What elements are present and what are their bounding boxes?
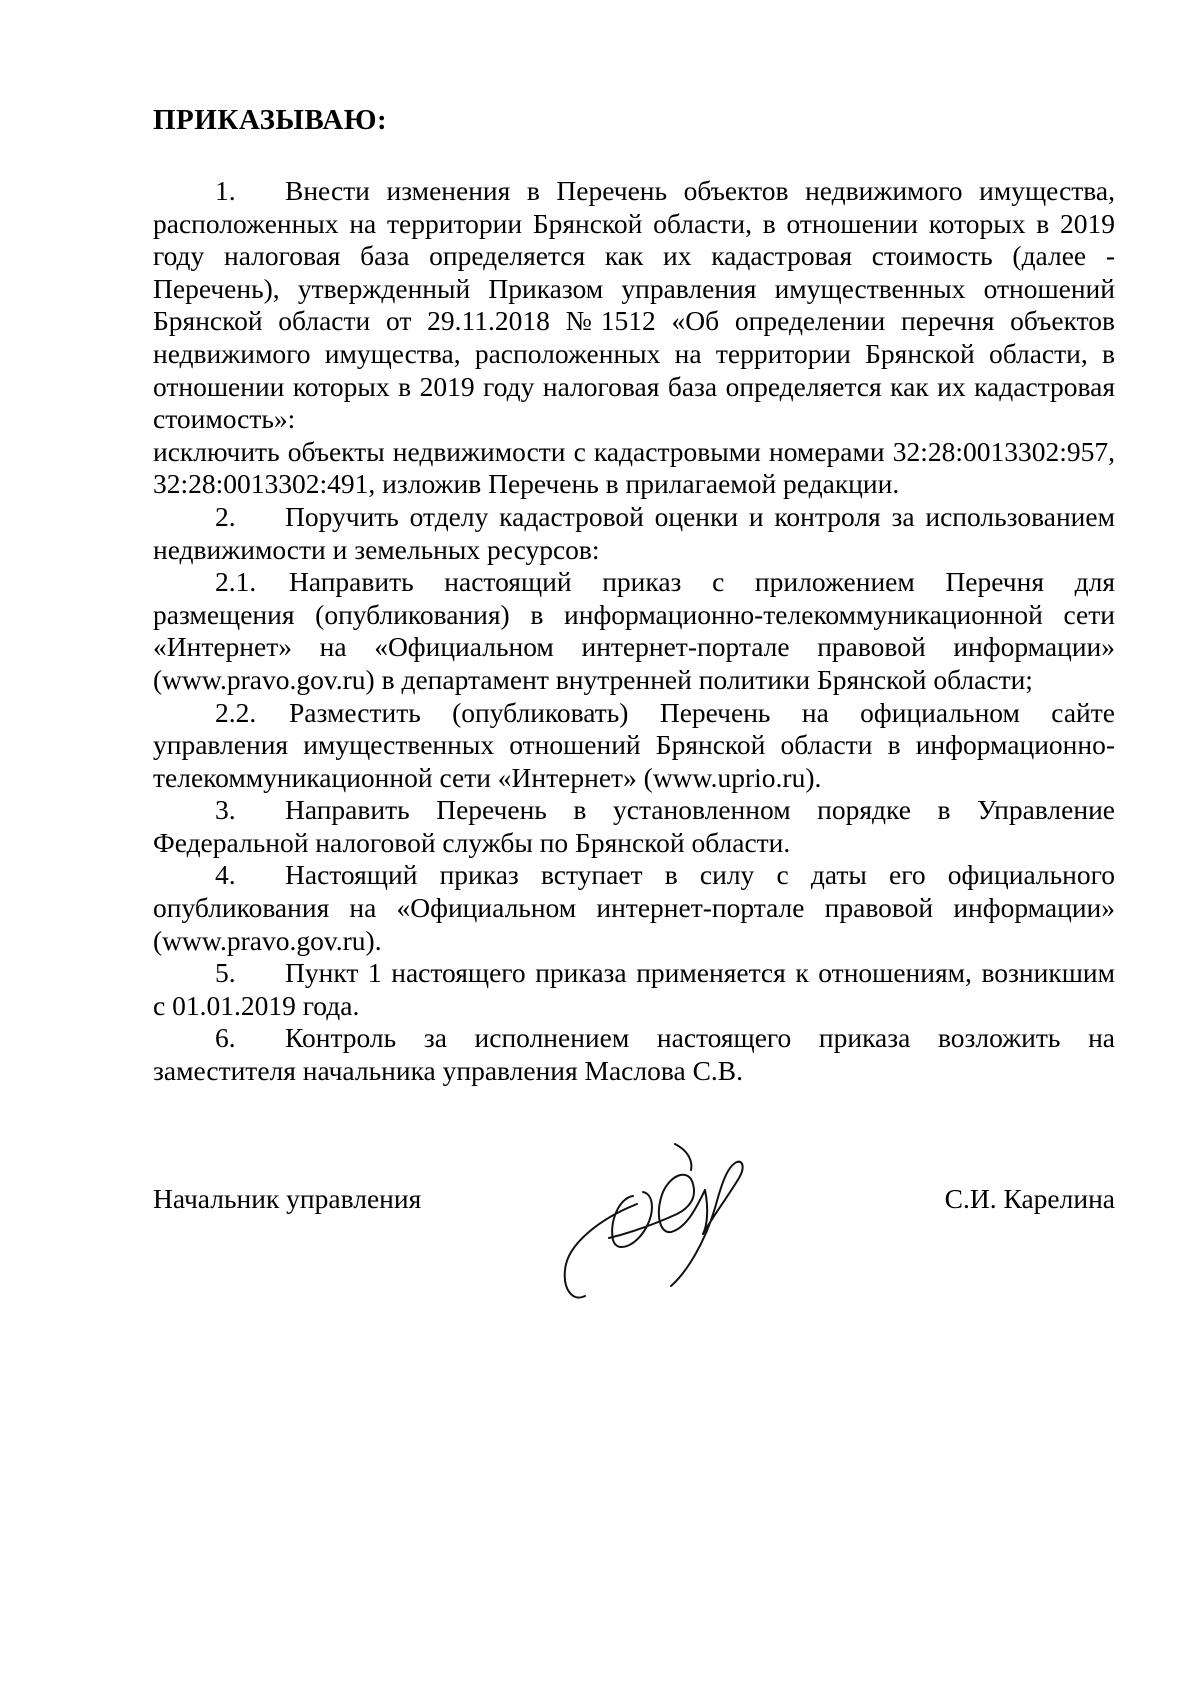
item-2-1 <box>153 566 1115 696</box>
item-number: 4. <box>215 859 236 891</box>
item-text: Контроль за исполнением настоящего приказа возложить на заместителя начальника управления Маслова С.В. <box>153 1022 1115 1087</box>
item-6 <box>153 1022 1115 1087</box>
item-number: 2. <box>215 500 236 532</box>
item-3 <box>153 794 1115 859</box>
item-text: Разместить (опубликовать) Перечень на официальном сайте управления имущественных отношений Брянской области в информационно-телекоммуникационной сети «Интернет» (www.uprio.ru). <box>153 696 1115 793</box>
order-body <box>153 175 1115 1088</box>
item-2-2 <box>153 697 1115 795</box>
item-number: 6. <box>215 1022 236 1054</box>
item-text: Настоящий приказ вступает в силу с даты его официального опубликования на «Официальном интернет-портале правовой информации» (www.pravo.gov.ru). <box>153 859 1115 956</box>
item-1 <box>153 175 1115 436</box>
handwritten-signature <box>555 1138 765 1308</box>
item-4 <box>153 859 1115 957</box>
signatory-name: С.И. Карелина <box>944 1183 1115 1214</box>
item-text: Направить настоящий приказ с приложением Перечня для размещения (опубликования) в информационно-телекоммуникационной сети «Интернет» на «Официальном интернет-портале правовой информации» (www.pravo.gov.ru) в департамент внутренней политики Брянской области; <box>153 566 1115 695</box>
item-text: Направить Перечень в установленном порядке в Управление Федеральной налоговой службы по Брянской области. <box>153 794 1115 858</box>
item-number: 1. <box>215 175 236 206</box>
item-number: 3. <box>215 794 236 826</box>
item-text: Пункт 1 настоящего приказа применяется к отношениям, возникшим с 01.01.2019 года. <box>153 957 1115 1021</box>
item-5 <box>153 957 1115 1022</box>
item-number: 2.2. <box>215 696 257 728</box>
order-heading: ПРИКАЗЫВАЮ: <box>153 104 388 136</box>
item-2 <box>153 501 1115 566</box>
item-number: 2.1. <box>215 566 257 598</box>
signatory-title: Начальник управления <box>153 1183 422 1214</box>
item-number: 5. <box>215 957 236 989</box>
item-text: Внести изменения в Перечень объектов недвижимого имущества, расположенных на территории Брянской области, в отношении которых в 2019 году налоговая база определяется как их кадастровая стоимость (далее - Перечень), утвержденный Приказом управления имущественных отношений Брянской области от 29.11.2018 №1512 «Об определении перечня объектов недвижимого имущества, расположенных на территории Брянской области, в отношении которых в 2019 году налоговая база определяется как их кадастровая стоимость»: <box>153 175 1115 435</box>
item-text: Поручить отделу кадастровой оценки и контроля за использованием недвижимости и земельных ресурсов: <box>153 500 1115 565</box>
item-1-continuation: исключить объекты недвижимости с кадастровыми номерами 32:28:0013302:957, 32:28:0013302:491, изложив Перечень в прилагаемой редакции. <box>153 435 1115 500</box>
